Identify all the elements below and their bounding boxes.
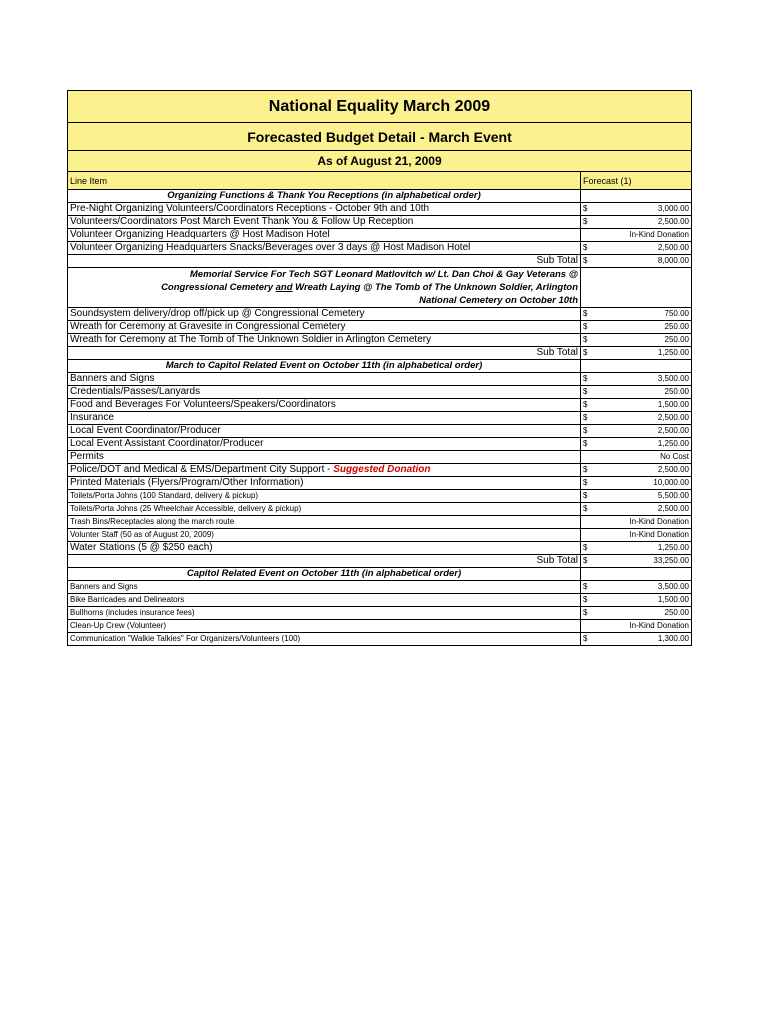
- memorial-title-line-2a: Congressional Cemetery: [161, 282, 276, 293]
- line-item-text: Police/DOT and Medical & EMS/Department City Support -: [70, 464, 334, 475]
- line-item-cell: [68, 568, 581, 581]
- forecast-cell: [581, 229, 692, 242]
- forecast-amount: In-Kind Donation: [629, 230, 689, 239]
- forecast-cell: [581, 399, 692, 412]
- line-item-cell: [68, 620, 581, 633]
- memorial-section-row: [68, 268, 692, 308]
- table-row: [68, 477, 692, 490]
- table-row: [68, 451, 692, 464]
- forecast-cell: [581, 620, 692, 633]
- line-item-text: Banners and Signs: [70, 582, 138, 591]
- memorial-title-line-2b: Wreath Laying @ The Tomb of The Unknown Soldier, Arlington: [292, 282, 578, 293]
- forecast-cell: [581, 334, 692, 347]
- line-item-cell: [68, 386, 581, 399]
- currency-symbol: $: [583, 335, 588, 344]
- forecast-cell: [581, 555, 692, 568]
- line-item-cell: [68, 229, 581, 242]
- line-item-text: Soundsystem delivery/drop off/pick up @ Congressional Cemetery: [70, 308, 365, 319]
- table-row: [68, 594, 692, 607]
- forecast-cell: [581, 386, 692, 399]
- currency-symbol: $: [583, 478, 588, 487]
- subtotal-row: [68, 255, 692, 268]
- column-header-line-item: Line Item: [68, 172, 581, 190]
- line-item-cell: [68, 190, 581, 203]
- line-item-text: Trash Bins/Receptacles along the march route: [70, 517, 235, 526]
- table-row: [68, 216, 692, 229]
- currency-symbol: $: [583, 543, 588, 552]
- forecast-amount: 250.00: [664, 608, 689, 617]
- currency-symbol: $: [583, 309, 588, 318]
- currency-symbol: $: [583, 491, 588, 500]
- line-item-cell: [68, 321, 581, 334]
- line-item-text: Credentials/Passes/Lanyards: [70, 386, 201, 397]
- forecast-cell: [581, 594, 692, 607]
- table-row: [68, 529, 692, 542]
- table-row: [68, 516, 692, 529]
- table-row: [68, 373, 692, 386]
- table-row: [68, 438, 692, 451]
- table-row: [68, 542, 692, 555]
- forecast-amount: 1,300.00: [657, 634, 689, 643]
- forecast-cell: [581, 203, 692, 216]
- line-item-text: Bullhorns (includes insurance fees): [70, 608, 195, 617]
- forecast-amount: 1,250.00: [657, 348, 689, 357]
- forecast-amount: 1,500.00: [657, 595, 689, 604]
- forecast-cell: [581, 568, 692, 581]
- line-item-text: Printed Materials (Flyers/Program/Other Information): [70, 477, 304, 488]
- line-item-cell: [68, 555, 581, 568]
- forecast-amount: 1,500.00: [657, 400, 689, 409]
- currency-symbol: $: [583, 413, 588, 422]
- line-item-text: Toilets/Porta Johns (100 Standard, delivery & pickup): [70, 491, 259, 500]
- forecast-cell: [581, 321, 692, 334]
- table-row: [68, 464, 692, 477]
- forecast-cell: [581, 242, 692, 255]
- currency-symbol: $: [583, 374, 588, 383]
- forecast-amount: 2,500.00: [657, 243, 689, 252]
- line-item-cell: [68, 216, 581, 229]
- forecast-cell: [581, 412, 692, 425]
- forecast-cell: [581, 360, 692, 373]
- forecast-cell: [581, 425, 692, 438]
- currency-symbol: $: [583, 204, 588, 213]
- forecast-amount: 1,250.00: [657, 543, 689, 552]
- forecast-amount: 33,250.00: [653, 556, 689, 565]
- currency-symbol: $: [583, 465, 588, 474]
- table-row: [68, 334, 692, 347]
- line-item-text: Volunter Staff (50 as of August 20, 2009): [70, 530, 214, 539]
- section-title: Capitol Related Event on October 11th (in alphabetical order): [186, 568, 462, 579]
- forecast-cell: [581, 451, 692, 464]
- forecast-cell: [581, 216, 692, 229]
- currency-symbol: $: [583, 426, 588, 435]
- forecast-amount: 250.00: [664, 335, 689, 344]
- line-item-cell: [68, 503, 581, 516]
- forecast-cell: [581, 607, 692, 620]
- subtitle-row: [68, 123, 692, 151]
- table-row: [68, 203, 692, 216]
- line-item-text: Toilets/Porta Johns (25 Wheelchair Accessible, delivery & pickup): [70, 504, 302, 513]
- currency-symbol: $: [583, 348, 588, 357]
- line-item-cell: [68, 308, 581, 321]
- line-item-cell: [68, 268, 581, 308]
- suggested-donation-label: Suggested Donation: [333, 464, 431, 475]
- forecast-amount: 3,500.00: [657, 374, 689, 383]
- currency-symbol: $: [583, 322, 588, 331]
- table-row: [68, 308, 692, 321]
- page-title: National Equality March 2009: [68, 91, 692, 123]
- currency-symbol: $: [583, 608, 588, 617]
- budget-table-body: [68, 91, 692, 646]
- line-item-text: Clean-Up Crew (Volunteer): [70, 621, 167, 630]
- column-header-row: [68, 172, 692, 190]
- line-item-cell: [68, 242, 581, 255]
- table-row: [68, 242, 692, 255]
- forecast-cell: [581, 477, 692, 490]
- forecast-amount: In-Kind Donation: [629, 517, 689, 526]
- forecast-amount: 2,500.00: [657, 504, 689, 513]
- line-item-text: Local Event Coordinator/Producer: [70, 425, 221, 436]
- subtotal-label: Sub Total: [536, 555, 578, 566]
- table-row: [68, 490, 692, 503]
- currency-symbol: $: [583, 400, 588, 409]
- forecast-amount: 8,000.00: [657, 256, 689, 265]
- line-item-text: Insurance: [70, 412, 114, 423]
- forecast-cell: [581, 255, 692, 268]
- line-item-cell: [68, 451, 581, 464]
- forecast-cell: [581, 542, 692, 555]
- currency-symbol: $: [583, 387, 588, 396]
- forecast-amount: 10,000.00: [653, 478, 689, 487]
- forecast-cell: [581, 268, 692, 308]
- forecast-cell: [581, 308, 692, 321]
- line-item-cell: [68, 438, 581, 451]
- forecast-amount: No Cost: [660, 452, 689, 461]
- forecast-amount: 5,500.00: [657, 491, 689, 500]
- table-row: [68, 386, 692, 399]
- table-row: [68, 503, 692, 516]
- section-header-row: [68, 568, 692, 581]
- line-item-cell: [68, 477, 581, 490]
- forecast-amount: 3,500.00: [657, 582, 689, 591]
- line-item-text: Volunteer Organizing Headquarters @ Host Madison Hotel: [70, 229, 330, 240]
- line-item-cell: [68, 360, 581, 373]
- forecast-cell: [581, 633, 692, 646]
- table-row: [68, 321, 692, 334]
- line-item-cell: [68, 607, 581, 620]
- table-row: [68, 399, 692, 412]
- section-header-row: [68, 190, 692, 203]
- forecast-cell: [581, 347, 692, 360]
- line-item-cell: [68, 581, 581, 594]
- table-row: [68, 633, 692, 646]
- line-item-cell: [68, 203, 581, 216]
- currency-symbol: $: [583, 582, 588, 591]
- as-of-row: [68, 151, 692, 172]
- budget-table: [67, 90, 692, 646]
- column-header-forecast: Forecast (1): [581, 172, 692, 190]
- line-item-cell: [68, 633, 581, 646]
- forecast-cell: [581, 581, 692, 594]
- currency-symbol: $: [583, 504, 588, 513]
- line-item-cell: [68, 255, 581, 268]
- currency-symbol: $: [583, 439, 588, 448]
- line-item-text: Communication "Walkie Talkies" For Organizers/Volunteers (100): [70, 634, 301, 643]
- forecast-amount: 2,500.00: [657, 465, 689, 474]
- section-header-row: [68, 360, 692, 373]
- line-item-cell: [68, 542, 581, 555]
- subtotal-row: [68, 347, 692, 360]
- forecast-amount: 2,500.00: [657, 426, 689, 435]
- line-item-cell: [68, 347, 581, 360]
- table-row: [68, 425, 692, 438]
- as-of-date: As of August 21, 2009: [68, 151, 692, 172]
- table-row: [68, 607, 692, 620]
- line-item-cell: [68, 594, 581, 607]
- forecast-amount: 2,500.00: [657, 413, 689, 422]
- subtotal-row: [68, 555, 692, 568]
- line-item-cell: [68, 334, 581, 347]
- line-item-text: Bike Barricades and Delineators: [70, 595, 185, 604]
- subtotal-label: Sub Total: [536, 347, 578, 358]
- forecast-cell: [581, 490, 692, 503]
- table-row: [68, 229, 692, 242]
- currency-symbol: $: [583, 256, 588, 265]
- forecast-amount: In-Kind Donation: [629, 530, 689, 539]
- forecast-cell: [581, 503, 692, 516]
- currency-symbol: $: [583, 556, 588, 565]
- line-item-text: Water Stations (5 @ $250 each): [70, 542, 213, 553]
- forecast-cell: [581, 529, 692, 542]
- forecast-amount: 3,000.00: [657, 204, 689, 213]
- forecast-amount: 2,500.00: [657, 217, 689, 226]
- title-row: [68, 91, 692, 123]
- subtotal-label: Sub Total: [536, 255, 578, 266]
- currency-symbol: $: [583, 243, 588, 252]
- currency-symbol: $: [583, 634, 588, 643]
- line-item-text: Pre-Night Organizing Volunteers/Coordinators Receptions - October 9th and 10th: [70, 203, 430, 214]
- line-item-cell: [68, 425, 581, 438]
- table-row: [68, 581, 692, 594]
- forecast-amount: 250.00: [664, 387, 689, 396]
- section-title: Organizing Functions & Thank You Receptions (in alphabetical order): [167, 190, 481, 201]
- forecast-cell: [581, 373, 692, 386]
- line-item-text: Permits: [70, 451, 104, 462]
- forecast-amount: 250.00: [664, 322, 689, 331]
- currency-symbol: $: [583, 217, 588, 226]
- line-item-text: Food and Beverages For Volunteers/Speakers/Coordinators: [70, 399, 336, 410]
- line-item-cell: [68, 529, 581, 542]
- line-item-text: Volunteers/Coordinators Post March Event Thank You & Follow Up Reception: [70, 216, 414, 227]
- line-item-cell: [68, 399, 581, 412]
- memorial-title-line-1: Memorial Service For Tech SGT Leonard Matlovitch w/ Lt. Dan Choi & Gay Veterans @: [189, 269, 578, 280]
- line-item-text: Local Event Assistant Coordinator/Producer: [70, 438, 264, 449]
- currency-symbol: $: [583, 595, 588, 604]
- line-item-text: Wreath for Ceremony at Gravesite in Congressional Cemetery: [70, 321, 346, 332]
- line-item-cell: [68, 490, 581, 503]
- line-item-text: Volunteer Organizing Headquarters Snacks/Beverages over 3 days @ Host Madison Hotel: [70, 242, 471, 253]
- forecast-cell: [581, 190, 692, 203]
- memorial-title-line-3: National Cemetery on October 10th: [419, 295, 578, 306]
- line-item-text: Banners and Signs: [70, 373, 155, 384]
- page-subtitle: Forecasted Budget Detail - March Event: [68, 123, 692, 151]
- line-item-cell: [68, 516, 581, 529]
- section-title: March to Capitol Related Event on October 11th (in alphabetical order): [165, 360, 483, 371]
- table-row: [68, 620, 692, 633]
- line-item-text: Wreath for Ceremony at The Tomb of The Unknown Soldier in Arlington Cemetery: [70, 334, 432, 345]
- forecast-cell: [581, 464, 692, 477]
- line-item-cell: [68, 464, 581, 477]
- forecast-cell: [581, 438, 692, 451]
- forecast-amount: 1,250.00: [657, 439, 689, 448]
- forecast-cell: [581, 516, 692, 529]
- forecast-amount: 750.00: [664, 309, 689, 318]
- line-item-cell: [68, 373, 581, 386]
- line-item-cell: [68, 412, 581, 425]
- forecast-amount: In-Kind Donation: [629, 621, 689, 630]
- table-row: [68, 412, 692, 425]
- memorial-title-and: and: [275, 282, 293, 293]
